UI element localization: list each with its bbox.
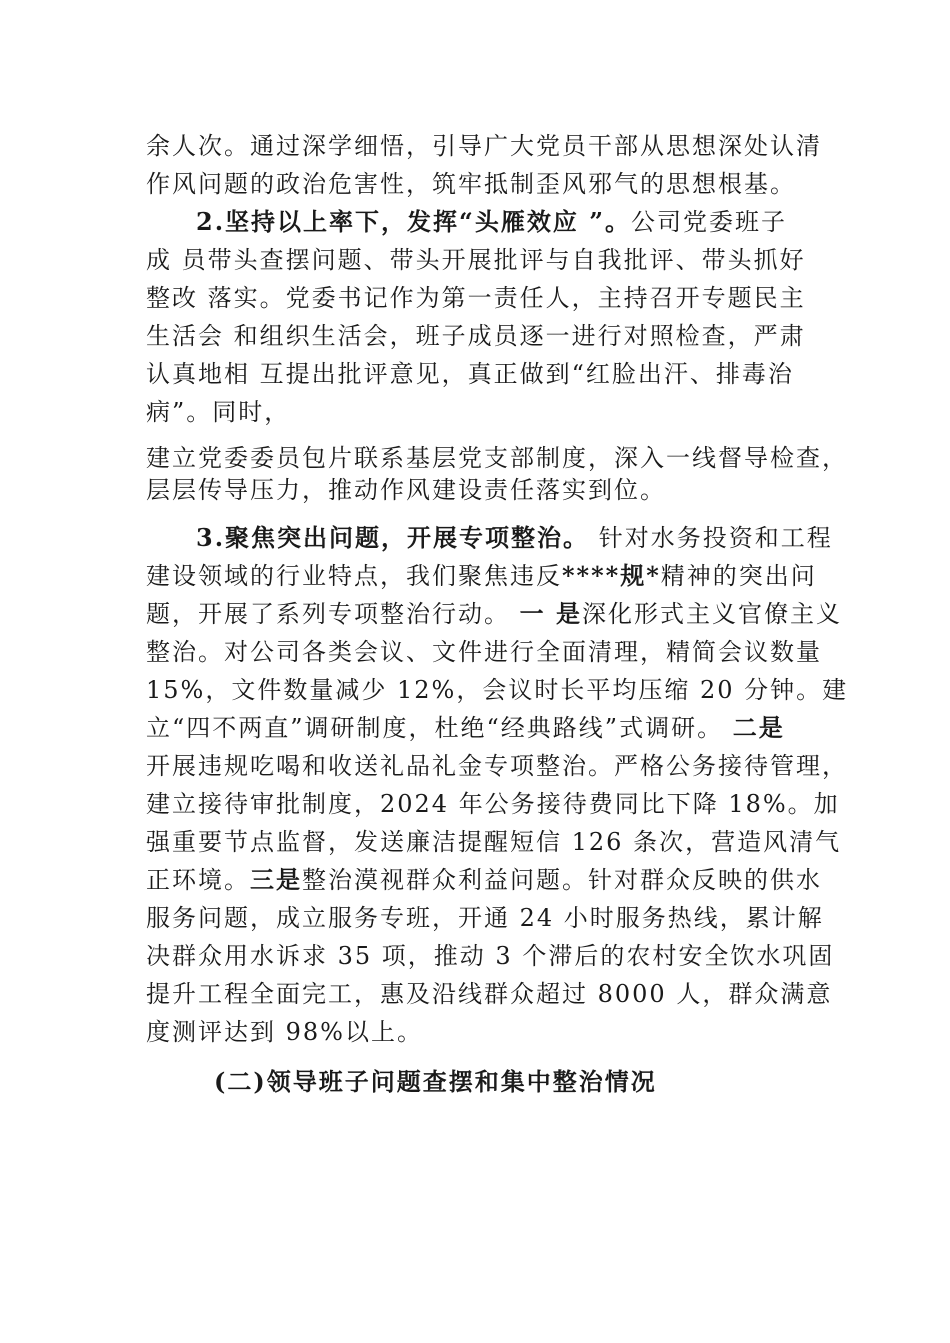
text-line	[146, 636, 822, 668]
bold-run: ****规*	[562, 561, 661, 590]
text-line	[146, 244, 806, 276]
text-run: 深化形式主义官僚主义	[582, 600, 842, 628]
text-line	[146, 358, 794, 390]
bold-run: (二)领导班子问题查摆和集中整治情况	[214, 1067, 657, 1096]
text-run: 整治。对公司各类会议、文件进行全面清理，精简会议数量	[146, 638, 822, 666]
text-run: 题，开展了系列专项整治行动。	[146, 600, 520, 628]
text-line	[146, 1016, 423, 1048]
text-run: 生活会 和组织生活会，班子成员逐一进行对照检查，严肃	[146, 322, 806, 350]
text-line	[146, 130, 822, 162]
text-line	[146, 902, 824, 934]
text-line	[214, 1066, 657, 1098]
text-run: 开展违规吃喝和收送礼品礼金专项整治。严格公务接待管理，	[146, 752, 848, 780]
text-run: 正环境。	[146, 866, 250, 894]
text-run: 度测评达到 98%以上。	[146, 1018, 423, 1046]
text-line	[146, 788, 840, 820]
text-line	[146, 712, 785, 744]
bold-run: 一 是	[519, 599, 582, 628]
text-line	[146, 674, 848, 706]
text-run: 成 员带头查摆问题、带头开展批评与自我批评、带头抓好	[146, 246, 806, 274]
text-run: 作风问题的政治危害性，筑牢抵制歪风邪气的思想根基。	[146, 170, 796, 198]
text-line	[146, 826, 841, 858]
text-line	[146, 598, 842, 630]
text-run: 公司党委班子	[631, 208, 788, 236]
text-line	[146, 320, 806, 352]
text-run: 认真地相 互提出批评意见，真正做到“红脸出汗、排毒治	[146, 360, 794, 388]
text-line	[146, 864, 822, 896]
text-run: 立“四不两直”调研制度，杜绝“经典路线”式调研。	[146, 714, 733, 742]
bold-run: 2.坚持以上率下，发挥“头雁效应 ”。	[196, 207, 632, 236]
text-run: 整治漠视群众利益问题。针对群众反映的供水	[302, 866, 822, 894]
text-run: 余人次。通过深学细悟，引导广大党员干部从思想深处认清	[146, 132, 822, 160]
text-run: 建立党委委员包片联系基层党支部制度，深入一线督导检查，	[146, 444, 848, 472]
text-run: 决群众用水诉求 35 项，推动 3 个滞后的农村安全饮水巩固	[146, 942, 835, 970]
text-run: 提升工程全面完工，惠及沿线群众超过 8000 人，群众满意	[146, 980, 833, 1008]
text-run: 15%，文件数量减少 12%，会议时长平均压缩 20 分钟。建	[146, 676, 849, 704]
text-run: 针对水务投资和工程	[589, 524, 833, 552]
text-line	[146, 396, 290, 428]
text-line	[146, 442, 848, 474]
text-line	[196, 206, 787, 238]
bold-run: 3.聚焦突出问题，开展专项整治。	[196, 523, 590, 552]
text-line	[146, 978, 832, 1010]
text-line	[146, 940, 834, 972]
bold-run: 二是	[732, 713, 785, 742]
text-line	[146, 560, 817, 592]
text-run: 建立接待审批制度，2024 年公务接待费同比下降 18%。加	[146, 790, 840, 818]
text-run: 建设领域的行业特点，我们聚焦违反	[146, 562, 562, 590]
text-run: 强重要节点监督，发送廉洁提醒短信 126 条次，营造风清气	[146, 828, 842, 856]
text-line	[196, 522, 833, 554]
bold-run: 三是	[250, 865, 302, 894]
text-line	[146, 168, 796, 200]
text-line	[146, 474, 666, 506]
text-run: 服务问题，成立服务专班，开通 24 小时服务热线，累计解	[146, 904, 824, 932]
text-run: 整改 落实。党委书记作为第一责任人，主持召开专题民主	[146, 284, 806, 312]
text-run: 病”。同时，	[146, 398, 291, 426]
text-line	[146, 750, 848, 782]
text-run: 层层传导压力，推动作风建设责任落实到位。	[146, 476, 666, 504]
text-line	[146, 282, 806, 314]
text-run: 精神的突出问	[660, 562, 817, 590]
